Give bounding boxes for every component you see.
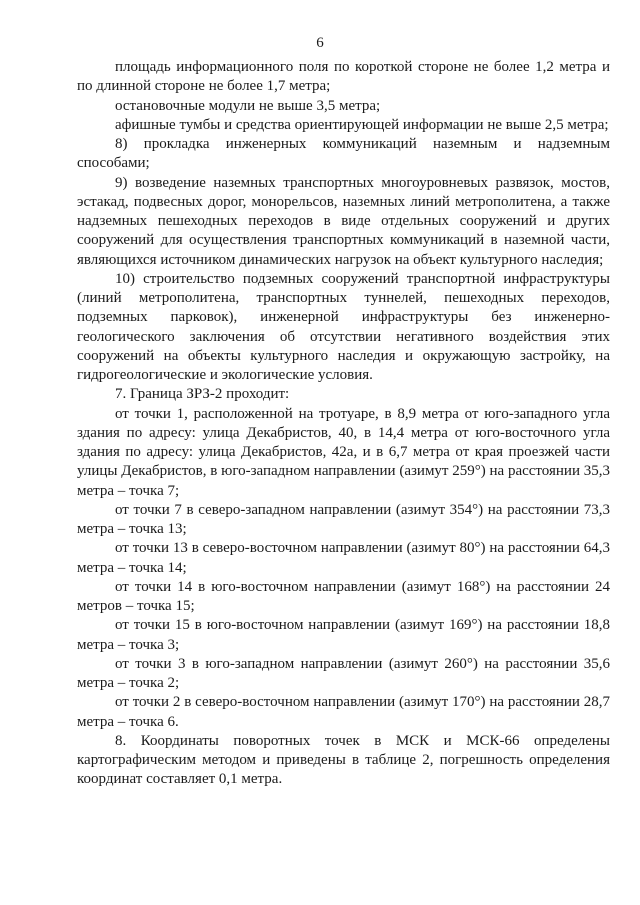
paragraph-stop-modules: остановочные модули не выше 3,5 метра; bbox=[115, 97, 381, 114]
paragraph-point-7: от точки 7 в северо-западном направлении (азимут 354°) на расстоянии 73,3 метра – точка 13; bbox=[77, 501, 610, 537]
paragraph-info-field-size: площадь информационного поля по короткой стороне не более 1,2 метра и по длинной стороне не более 1,7 метра; bbox=[77, 59, 610, 95]
paragraph-point-14: от точки 14 в юго-восточном направлении (азимут 168°) на расстоянии 24 метров – точка 15; bbox=[77, 578, 610, 614]
document-body bbox=[77, 58, 610, 790]
paragraph-item-9: 9) возведение наземных транспортных многоуровневых развязок, мостов, эстакад, подвесных дорог, монорельсов, наземных линий метрополитена, а также надземных пешеходных переходов в виде отдельных сооружений и других сооружений для осуществления транспортных коммуникаций в наземной части, являющихся источником динамических нагрузок на объект культурного наследия; bbox=[77, 174, 610, 268]
paragraph-poster-columns: афишные тумбы и средства ориентирующей информации не выше 2,5 метра; bbox=[115, 116, 609, 133]
paragraph-section-8: 8. Координаты поворотных точек в МСК и МСК-66 определены картографическим методом и приведены в таблице 2, погрешность определения координат составляет 0,1 метра. bbox=[77, 732, 610, 788]
paragraph-item-10: 10) строительство подземных сооружений транспортной инфраструктуры (линий метрополитена, транспортных туннелей, пешеходных переходов, подземных парковок), инженерной инфраструктуры без инженерно-геологического заключения об отсутствии негативного воздействия этих сооружений на объекты культурного наследия и окружающую застройку, на гидрогеологические и экологические условия. bbox=[77, 270, 610, 383]
paragraph-point-15: от точки 15 в юго-восточном направлении (азимут 169°) на расстоянии 18,8 метра – точка 3; bbox=[77, 617, 610, 653]
paragraph-item-8: 8) прокладка инженерных коммуникаций наземным и надземным способами; bbox=[77, 136, 610, 172]
paragraph-point-1: от точки 1, расположенной на тротуаре, в 8,9 метра от юго-западного угла здания по адресу: улица Декабристов, 40, в 14,4 метра от юго-восточного угла здания по адресу: улица Декабристов, 42а, и в 6,7 метра от края проезжей части улицы Декабристов, в юго-западном направлении (азимут 259°) на расстоянии 35,3 метра – точка 7; bbox=[77, 405, 610, 499]
paragraph-point-13: от точки 13 в северо-восточном направлении (азимут 80°) на расстоянии 64,3 метра – точка 14; bbox=[77, 540, 610, 576]
paragraph-section-7-heading: 7. Граница ЗРЗ-2 проходит: bbox=[115, 386, 290, 403]
paragraph-point-2: от точки 2 в северо-восточном направлении (азимут 170°) на расстоянии 28,7 метра – точка 6. bbox=[77, 694, 610, 730]
page-number: 6 bbox=[316, 35, 324, 51]
paragraph-point-3: от точки 3 в юго-западном направлении (азимут 260°) на расстоянии 35,6 метра – точка 2; bbox=[77, 655, 610, 691]
